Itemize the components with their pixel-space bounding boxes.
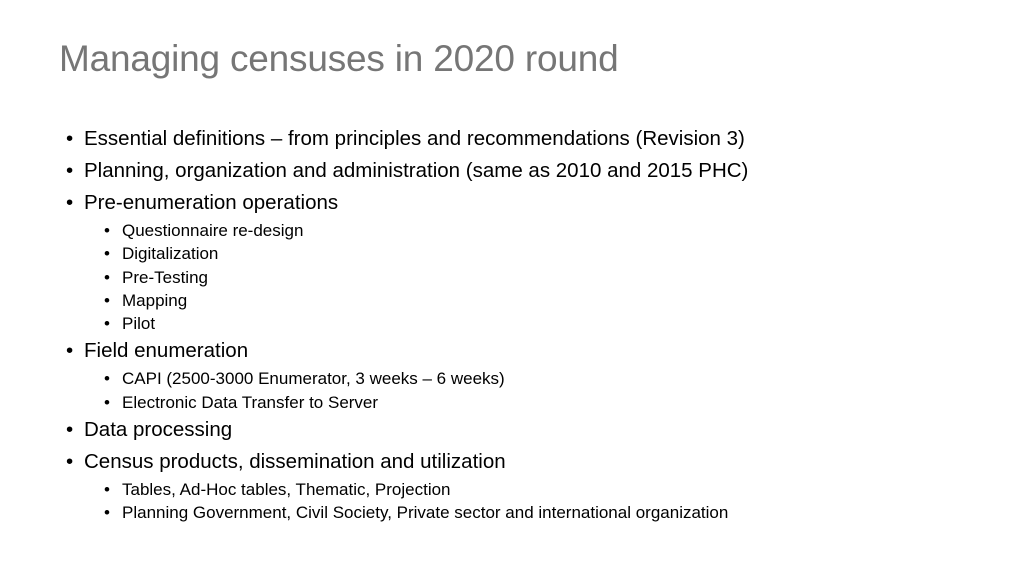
sub-list-item — [66, 312, 986, 335]
sub-list-item — [66, 478, 986, 501]
sub-list-item-text: Tables, Ad-Hoc tables, Thematic, Projection — [122, 480, 451, 500]
bullet-icon: • — [66, 191, 74, 214]
list-item-text: Field enumeration — [84, 339, 249, 363]
list-item-text: Planning, organization and administration (same as 2010 and 2015 PHC) — [84, 159, 749, 182]
sub-list-item-text: CAPI (2500-3000 Enumerator, 3 weeks – 6 weeks) — [122, 369, 505, 389]
sub-list-item — [66, 266, 986, 289]
bullet-icon: • — [104, 392, 110, 412]
bullet-icon: • — [104, 480, 110, 500]
sub-list-item-text: Digitalization — [122, 244, 219, 264]
bullet-icon: • — [66, 450, 74, 474]
sub-list-item — [66, 501, 986, 524]
sub-list-item-text: Planning Government, Civil Society, Private sector and international organization — [122, 503, 729, 523]
list-item-text: Pre-enumeration operations — [84, 191, 339, 214]
sub-list-item-text: Questionnaire re-design — [122, 221, 304, 240]
slide-title: Managing censuses in 2020 round — [59, 38, 619, 79]
sub-list-item-text: Pilot — [122, 314, 156, 334]
list-item — [66, 414, 986, 446]
bullet-icon: • — [104, 244, 110, 264]
bullet-icon: • — [66, 127, 74, 150]
bullet-icon: • — [66, 159, 74, 182]
sub-list-item-text: Mapping — [122, 290, 188, 310]
sub-list-item — [66, 391, 986, 414]
bullet-icon: • — [104, 503, 110, 523]
list-item-text: Data processing — [84, 418, 233, 442]
sub-list-item — [66, 289, 986, 312]
list-item — [66, 446, 986, 478]
sub-list-item — [66, 242, 986, 265]
bullet-list — [66, 123, 986, 525]
list-item — [66, 187, 986, 219]
list-item — [66, 155, 986, 187]
bullet-icon: • — [104, 267, 110, 287]
bullet-icon: • — [66, 339, 74, 363]
bullet-icon: • — [104, 221, 110, 240]
sub-list-item — [66, 219, 986, 242]
sub-list-item-text: Electronic Data Transfer to Server — [122, 392, 379, 412]
sub-list-item — [66, 367, 986, 390]
bullet-icon: • — [66, 418, 74, 442]
list-item — [66, 123, 986, 155]
list-item-text: Essential definitions – from principles and recommendations (Revision 3) — [84, 127, 745, 150]
bullet-icon: • — [104, 290, 110, 310]
bullet-icon: • — [104, 314, 110, 334]
list-item — [66, 335, 986, 367]
bullet-icon: • — [104, 369, 110, 389]
sub-list-item-text: Pre-Testing — [122, 267, 208, 287]
list-item-text: Census products, dissemination and utilization — [84, 450, 506, 474]
